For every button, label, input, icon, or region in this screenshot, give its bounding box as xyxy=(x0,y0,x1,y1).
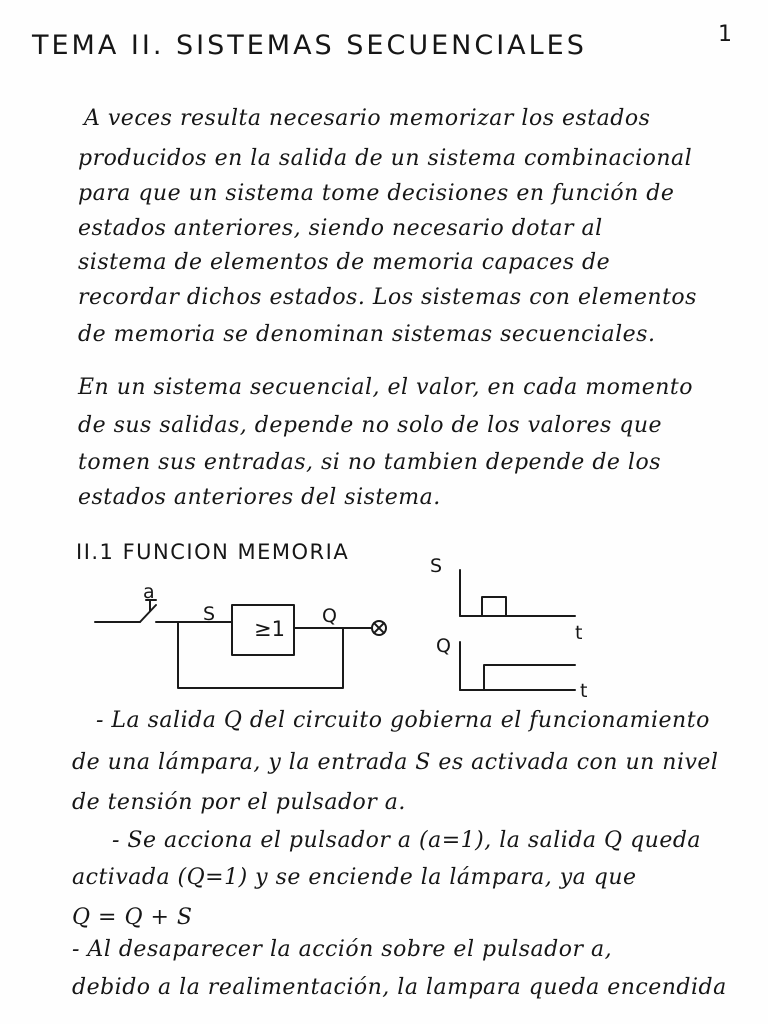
pushbutton-switch xyxy=(140,605,156,622)
timing-t-label: t xyxy=(580,680,588,702)
explanation-line: - Al desaparecer la acción sobre el pulsador a, xyxy=(72,937,613,962)
page-title: TEMA II. SISTEMAS SECUENCIALES xyxy=(32,30,587,61)
explanation-line: de tensión por el pulsador a. xyxy=(72,790,406,815)
secuencial-line: En un sistema secuencial, el valor, en cada momento xyxy=(78,375,693,400)
secuencial-line: estados anteriores del sistema. xyxy=(78,485,441,510)
input-label: S xyxy=(203,603,216,625)
gate-label: ≥1 xyxy=(254,617,285,641)
intro-line: de memoria se denominan sistemas secuenciales. xyxy=(78,322,656,347)
page-number: 1 xyxy=(718,22,733,47)
timing-t-label: t xyxy=(575,622,583,644)
intro-line: sistema de elementos de memoria capaces de xyxy=(78,250,611,275)
intro-line: recordar dichos estados. Los sistemas con elementos xyxy=(78,285,697,310)
timing-q-label: Q xyxy=(436,635,451,657)
secuencial-line: tomen sus entradas, si no tambien depende de los xyxy=(78,450,661,475)
intro-line: A veces resulta necesario memorizar los estados xyxy=(84,106,651,131)
secuencial-line: de sus salidas, depende no solo de los valores que xyxy=(78,413,663,438)
explanation-line: - Se acciona el pulsador a (a=1), la salida Q queda xyxy=(112,828,702,853)
explanation-line: activada (Q=1) y se enciende la lámpara, ya que xyxy=(72,865,637,890)
explanation-line: debido a la realimentación, la lampara queda encendida xyxy=(72,975,727,1000)
intro-line: para que un sistema tome decisiones en función de xyxy=(78,181,675,206)
explanation-line: - La salida Q del circuito gobierna el funcionamiento xyxy=(96,708,710,733)
formula-line: Q = Q + S xyxy=(72,905,193,930)
button-label: a xyxy=(143,581,155,603)
output-label: Q xyxy=(322,605,337,627)
timing-s-label: S xyxy=(430,555,443,577)
explanation-line: de una lámpara, y la entrada S es activada con un nivel xyxy=(72,750,719,775)
intro-line: producidos en la salida de un sistema combinacional xyxy=(78,146,693,171)
s-pulse xyxy=(482,597,506,616)
q-signal xyxy=(484,665,575,690)
section-heading: II.1 FUNCION MEMORIA xyxy=(76,540,350,564)
intro-line: estados anteriores, siendo necesario dotar al xyxy=(78,216,603,241)
memory-circuit-diagram xyxy=(90,580,400,700)
